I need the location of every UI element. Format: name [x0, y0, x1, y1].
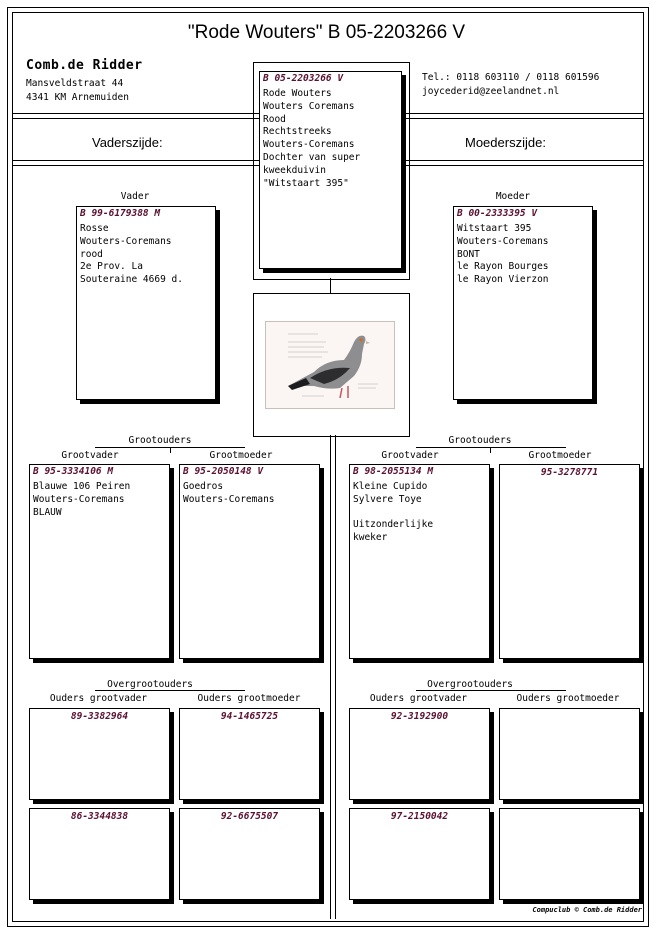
- gp-line: Blauwe 106 Peiren: [33, 481, 131, 492]
- ggp-ring: 97-2150042: [390, 811, 449, 822]
- ggp-card: [29, 708, 170, 800]
- subject-lines: [263, 88, 360, 190]
- gp-line: Sylvere Toye: [353, 493, 422, 505]
- subject-line: Dochter van super: [263, 151, 361, 163]
- vader-line: Wouters-Coremans: [80, 235, 172, 247]
- gp-line: Kleine Cupido: [353, 481, 428, 492]
- grootvader-card-left: [29, 464, 170, 659]
- owner-name: Comb.de Ridder: [26, 58, 143, 73]
- ouders-grootvader-label-left: Ouders grootvader: [49, 693, 148, 704]
- ouders-grootmoeder-label-right: Ouders grootmoeder: [516, 693, 620, 704]
- gp-ring: B 95-2050148 V: [183, 466, 264, 477]
- ggp-ring: 94-1465725: [220, 711, 279, 722]
- ggp-card: [179, 708, 320, 800]
- subject-line: Wouters Coremans: [263, 100, 355, 112]
- ouders-grootmoeder-label-left: Ouders grootmoeder: [197, 693, 301, 704]
- father-side-label: Vaderszijde:: [92, 135, 163, 150]
- contact-phone: Tel.: 0118 603110 / 0118 601596: [422, 72, 600, 83]
- vader-lines: [80, 223, 183, 287]
- moeder-line: Wouters-Coremans: [457, 235, 549, 247]
- subject-line: kweekduivin: [263, 164, 326, 176]
- ggp-ring: 89-3382964: [70, 711, 129, 722]
- overgrootouders-label-left: Overgrootouders: [107, 679, 193, 690]
- vader-label: Vader: [120, 191, 150, 202]
- page-title: "Rode Wouters" B 05-2203266 V: [187, 22, 466, 43]
- copyright-notice: Compuclub © Comb.de Ridder: [532, 906, 642, 914]
- grootmoeder-label-right: Grootmoeder: [528, 450, 592, 461]
- ggp-card: [349, 708, 490, 800]
- gp-line: Wouters-Coremans: [33, 493, 125, 505]
- overgrootouders-rule-right: [416, 690, 566, 691]
- moeder-line: le Rayon Vierzon: [457, 274, 549, 286]
- mother-side-label: Moederszijde:: [465, 135, 546, 150]
- moeder-card: [453, 206, 593, 400]
- ggp-card: [499, 708, 640, 800]
- ggp-ring: 92-6675507: [220, 811, 279, 822]
- subject-line: Wouters-Coremans: [263, 139, 355, 151]
- grootvader-label-right: Grootvader: [381, 450, 439, 461]
- grootouders-rule-right: [416, 447, 566, 448]
- vader-card: [76, 206, 216, 400]
- grootvader-label-left: Grootvader: [61, 450, 119, 461]
- overgrootouders-label-right: Overgrootouders: [427, 679, 513, 690]
- gp-lines: [353, 481, 433, 545]
- grootouders-tick-right: [490, 447, 491, 453]
- grootmoeder-card-right: [499, 464, 640, 659]
- owner-street: Mansveldstraat 44: [26, 78, 124, 89]
- gp-line: Uitzonderlijke: [353, 519, 434, 531]
- subject-ring: B 05-2203266 V: [263, 73, 344, 84]
- gp-ring: B 95-3334106 M: [33, 466, 114, 477]
- moeder-line: Witstaart 395: [457, 223, 532, 234]
- vader-ring: B 99-6179388 M: [80, 208, 161, 219]
- center-divider: [330, 435, 331, 919]
- grootouders-label-left: Grootouders: [128, 435, 192, 446]
- owner-city: 4341 KM Arnemuiden: [26, 92, 129, 103]
- ouders-grootvader-label-right: Ouders grootvader: [369, 693, 468, 704]
- gp-line: BLAUW: [33, 506, 62, 518]
- vader-line: 2e Prov. La: [80, 261, 143, 273]
- subject-line: Rood: [263, 113, 286, 125]
- gp-line: kweker: [353, 532, 388, 544]
- gp-line: Goedros: [183, 481, 224, 492]
- subject-line: Rode Wouters: [263, 88, 332, 99]
- grootvader-card-right: [349, 464, 490, 659]
- gp-line: [353, 507, 433, 520]
- gp-lines: [183, 481, 275, 507]
- ggp-card: [499, 808, 640, 900]
- subject-line: "Witstaart 395": [263, 177, 349, 189]
- moeder-line: le Rayon Bourges: [457, 261, 549, 273]
- pigeon-icon: [266, 322, 394, 408]
- vader-line: Rosse: [80, 223, 109, 234]
- moeder-label: Moeder: [495, 191, 531, 202]
- grootmoeder-label-left: Grootmoeder: [209, 450, 273, 461]
- ggp-card: [349, 808, 490, 900]
- grootouders-label-right: Grootouders: [448, 435, 512, 446]
- vader-line: Souteraine 4669 d.: [80, 274, 183, 286]
- gp-line: Wouters-Coremans: [183, 493, 275, 505]
- grootouders-tick-left: [170, 447, 171, 453]
- contact-email: joycederid@zeelandnet.nl: [422, 86, 560, 97]
- subject-line: Rechtstreeks: [263, 126, 332, 138]
- pigeon-photo: [265, 321, 395, 409]
- connector-top: [330, 278, 331, 293]
- gp-lines: [33, 481, 130, 519]
- ggp-card: [29, 808, 170, 900]
- subject-card: [259, 71, 402, 269]
- moeder-lines: [457, 223, 549, 287]
- ggp-card: [179, 808, 320, 900]
- ggp-ring: 92-3192900: [390, 711, 449, 722]
- moeder-line: BONT: [457, 248, 480, 260]
- ggp-ring: 86-3344838: [70, 811, 129, 822]
- moeder-ring: B 00-2333395 V: [457, 208, 538, 219]
- gp-ring: B 98-2055134 M: [353, 466, 434, 477]
- vader-line: rood: [80, 248, 103, 260]
- gp-ring: 95-3278771: [540, 467, 599, 478]
- center-divider-2: [335, 435, 336, 919]
- grootmoeder-card-left: [179, 464, 320, 659]
- overgrootouders-rule-left: [95, 690, 245, 691]
